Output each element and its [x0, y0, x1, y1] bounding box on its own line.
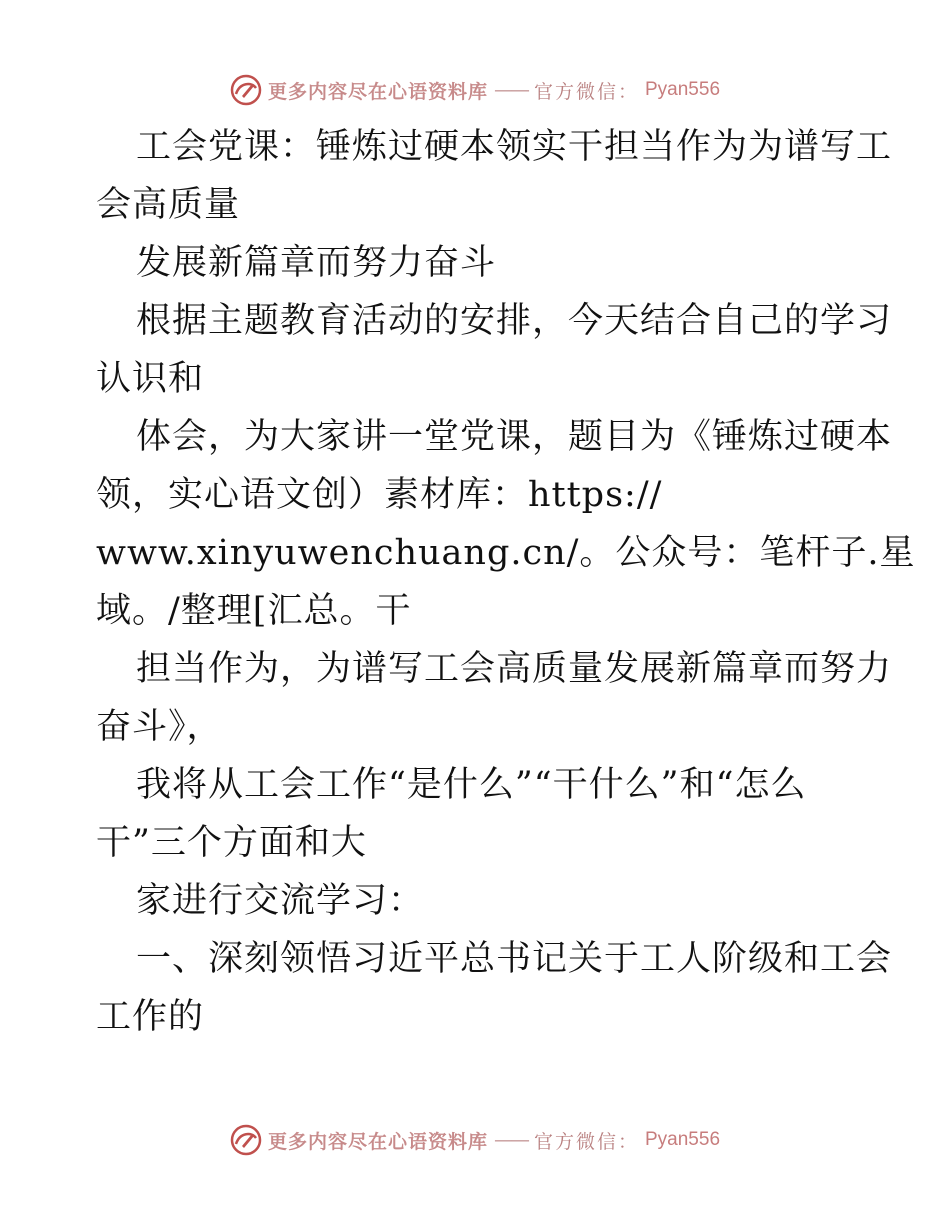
banner-separator: —— — [493, 1129, 528, 1151]
banner-text: 更多内容尽在心语资料库 — [267, 80, 488, 103]
text-line: 发展新篇章而努力奋斗 — [136, 243, 497, 283]
text-line: 领，实心语文创）素材库：https:// — [96, 475, 663, 515]
text-line: 认识和 — [96, 359, 205, 399]
text-line: 工作的 — [96, 997, 205, 1037]
text-line: 家进行交流学习： — [136, 881, 425, 921]
text-line: 域。/整理[汇总。干 — [96, 591, 412, 631]
text-line: 奋斗》， — [96, 707, 223, 747]
brand-logo-icon — [230, 74, 262, 106]
document-body — [96, 118, 916, 1046]
text-line: 干”三个方面和大 — [96, 823, 367, 863]
text-line: 我将从工会工作“是什么”“干什么”和“怎么 — [136, 765, 807, 805]
text-line: www.xinyuwenchuang.cn/。公众号：笔杆子.星 — [96, 533, 916, 573]
banner-separator: —— — [493, 79, 528, 101]
text-line: 一、深刻领悟习近平总书记关于工人阶级和工会 — [136, 939, 893, 979]
text-line: 会高质量 — [96, 185, 241, 225]
banner-official-label: 官方微信： — [533, 80, 639, 103]
text-line: 担当作为，为谱写工会高质量发展新篇章而努力 — [136, 649, 893, 689]
footer-watermark-banner — [0, 1120, 950, 1160]
banner-wechat-handle: Pyan556 — [645, 1129, 721, 1150]
header-watermark-banner — [0, 70, 950, 110]
banner-wechat-handle: Pyan556 — [645, 79, 721, 100]
text-line: 根据主题教育活动的安排，今天结合自己的学习 — [136, 301, 893, 341]
banner-text: 更多内容尽在心语资料库 — [267, 1130, 488, 1153]
text-line: 体会，为大家讲一堂党课，题目为《锤炼过硬本 — [136, 417, 893, 457]
banner-official-label: 官方微信： — [533, 1130, 639, 1153]
brand-logo-icon — [230, 1124, 262, 1156]
text-line: 工会党课：锤炼过硬本领实干担当作为为谱写工 — [136, 127, 893, 167]
